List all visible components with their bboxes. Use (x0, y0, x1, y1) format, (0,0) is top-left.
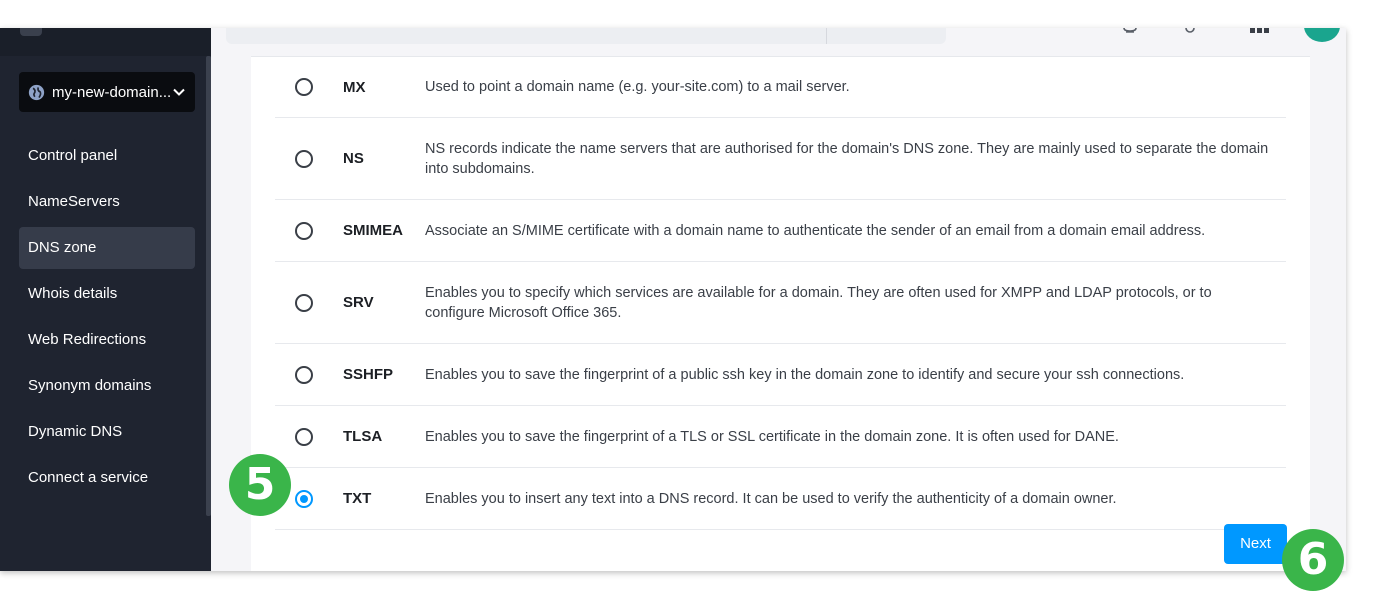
menu-icon[interactable] (20, 28, 42, 36)
sidebar (0, 28, 211, 571)
record-radio-sshfp[interactable] (295, 366, 313, 384)
record-type-label: SSHFP (343, 366, 394, 383)
search-divider (826, 28, 827, 44)
record-description: Associate an S/MIME certificate with a domain name to authenticate the sender of an email from a domain email address. (425, 222, 1206, 239)
sidebar-nav (19, 135, 195, 503)
record-row-tlsa[interactable] (275, 406, 1286, 468)
record-radio-srv[interactable] (295, 294, 313, 312)
support-icon[interactable] (1186, 28, 1194, 32)
record-description: NS records indicate the name servers that are authorised for the domain's DNS zone. They are mainly used to separate the domain into subdomains. (425, 140, 1269, 177)
record-description: Enables you to save the fingerprint of a public ssh key in the domain zone to identify and secure your ssh connections. (425, 366, 1185, 383)
sidebar-item-dynamic-dns[interactable]: Dynamic DNS (28, 423, 123, 440)
sidebar-item-nameservers[interactable]: NameServers (28, 193, 120, 210)
apps-grid-icon[interactable] (1250, 28, 1269, 33)
header-icons (1110, 28, 1290, 42)
sidebar-item-web-redirections[interactable]: Web Redirections (28, 331, 147, 348)
record-row-smimea[interactable] (275, 200, 1286, 262)
record-radio-ns[interactable] (295, 150, 313, 168)
record-rows (275, 57, 1286, 530)
record-radio-tlsa[interactable] (295, 428, 313, 446)
sidebar-top-bar (0, 28, 211, 56)
globe-icon (28, 84, 45, 101)
record-description: Used to point a domain name (e.g. your-site.com) to a mail server. (425, 79, 850, 95)
record-description: Enables you to insert any text into a DNS record. It can be used to verify the authenticity of a domain owner. (425, 490, 1117, 507)
record-row-txt[interactable] (275, 468, 1286, 530)
record-row-sshfp[interactable] (275, 344, 1286, 406)
record-radio-txt[interactable] (295, 490, 313, 508)
record-row-ns[interactable] (275, 118, 1286, 200)
sidebar-item-control-panel[interactable]: Control panel (28, 147, 118, 164)
record-description: Enables you to specify which services are available for a domain. They are often used for XMPP and LDAP protocols, or to configure Microsoft Office 365. (425, 284, 1212, 321)
record-row-srv[interactable] (275, 262, 1286, 344)
record-radio-smimea[interactable] (295, 222, 313, 240)
notification-icon[interactable] (1124, 28, 1136, 32)
domain-select[interactable] (19, 72, 195, 112)
next-button[interactable]: Next (1224, 524, 1287, 564)
step-badge-5: 5 (229, 454, 291, 516)
record-row-mx[interactable] (275, 57, 1286, 118)
record-type-label: TLSA (343, 428, 383, 445)
sidebar-item-whois-details[interactable]: Whois details (28, 285, 118, 302)
record-type-label: TXT (343, 490, 372, 507)
sidebar-item-dns-zone[interactable]: DNS zone (19, 227, 195, 269)
sidebar-item-connect-a-service[interactable]: Connect a service (28, 469, 149, 486)
record-type-label: MX (343, 78, 366, 96)
record-radio-mx[interactable] (295, 78, 313, 96)
search-bar[interactable] (226, 28, 946, 44)
chevron-down-icon (172, 85, 186, 99)
record-description: Enables you to save the fingerprint of a TLS or SSL certificate in the domain zone. It is often used for DANE. (425, 428, 1119, 445)
domain-select-value: my-new-domain... (52, 83, 172, 101)
record-type-label: SRV (343, 294, 374, 311)
record-type-list (251, 56, 1310, 571)
step-badge-6: 6 (1282, 529, 1344, 591)
sidebar-scrollbar[interactable] (206, 56, 211, 516)
sidebar-item-synonym-domains[interactable]: Synonym domains (28, 377, 152, 394)
app-window (0, 28, 1346, 571)
record-type-label: SMIMEA (343, 222, 403, 239)
record-type-label: NS (343, 150, 364, 167)
avatar[interactable] (1304, 28, 1340, 42)
